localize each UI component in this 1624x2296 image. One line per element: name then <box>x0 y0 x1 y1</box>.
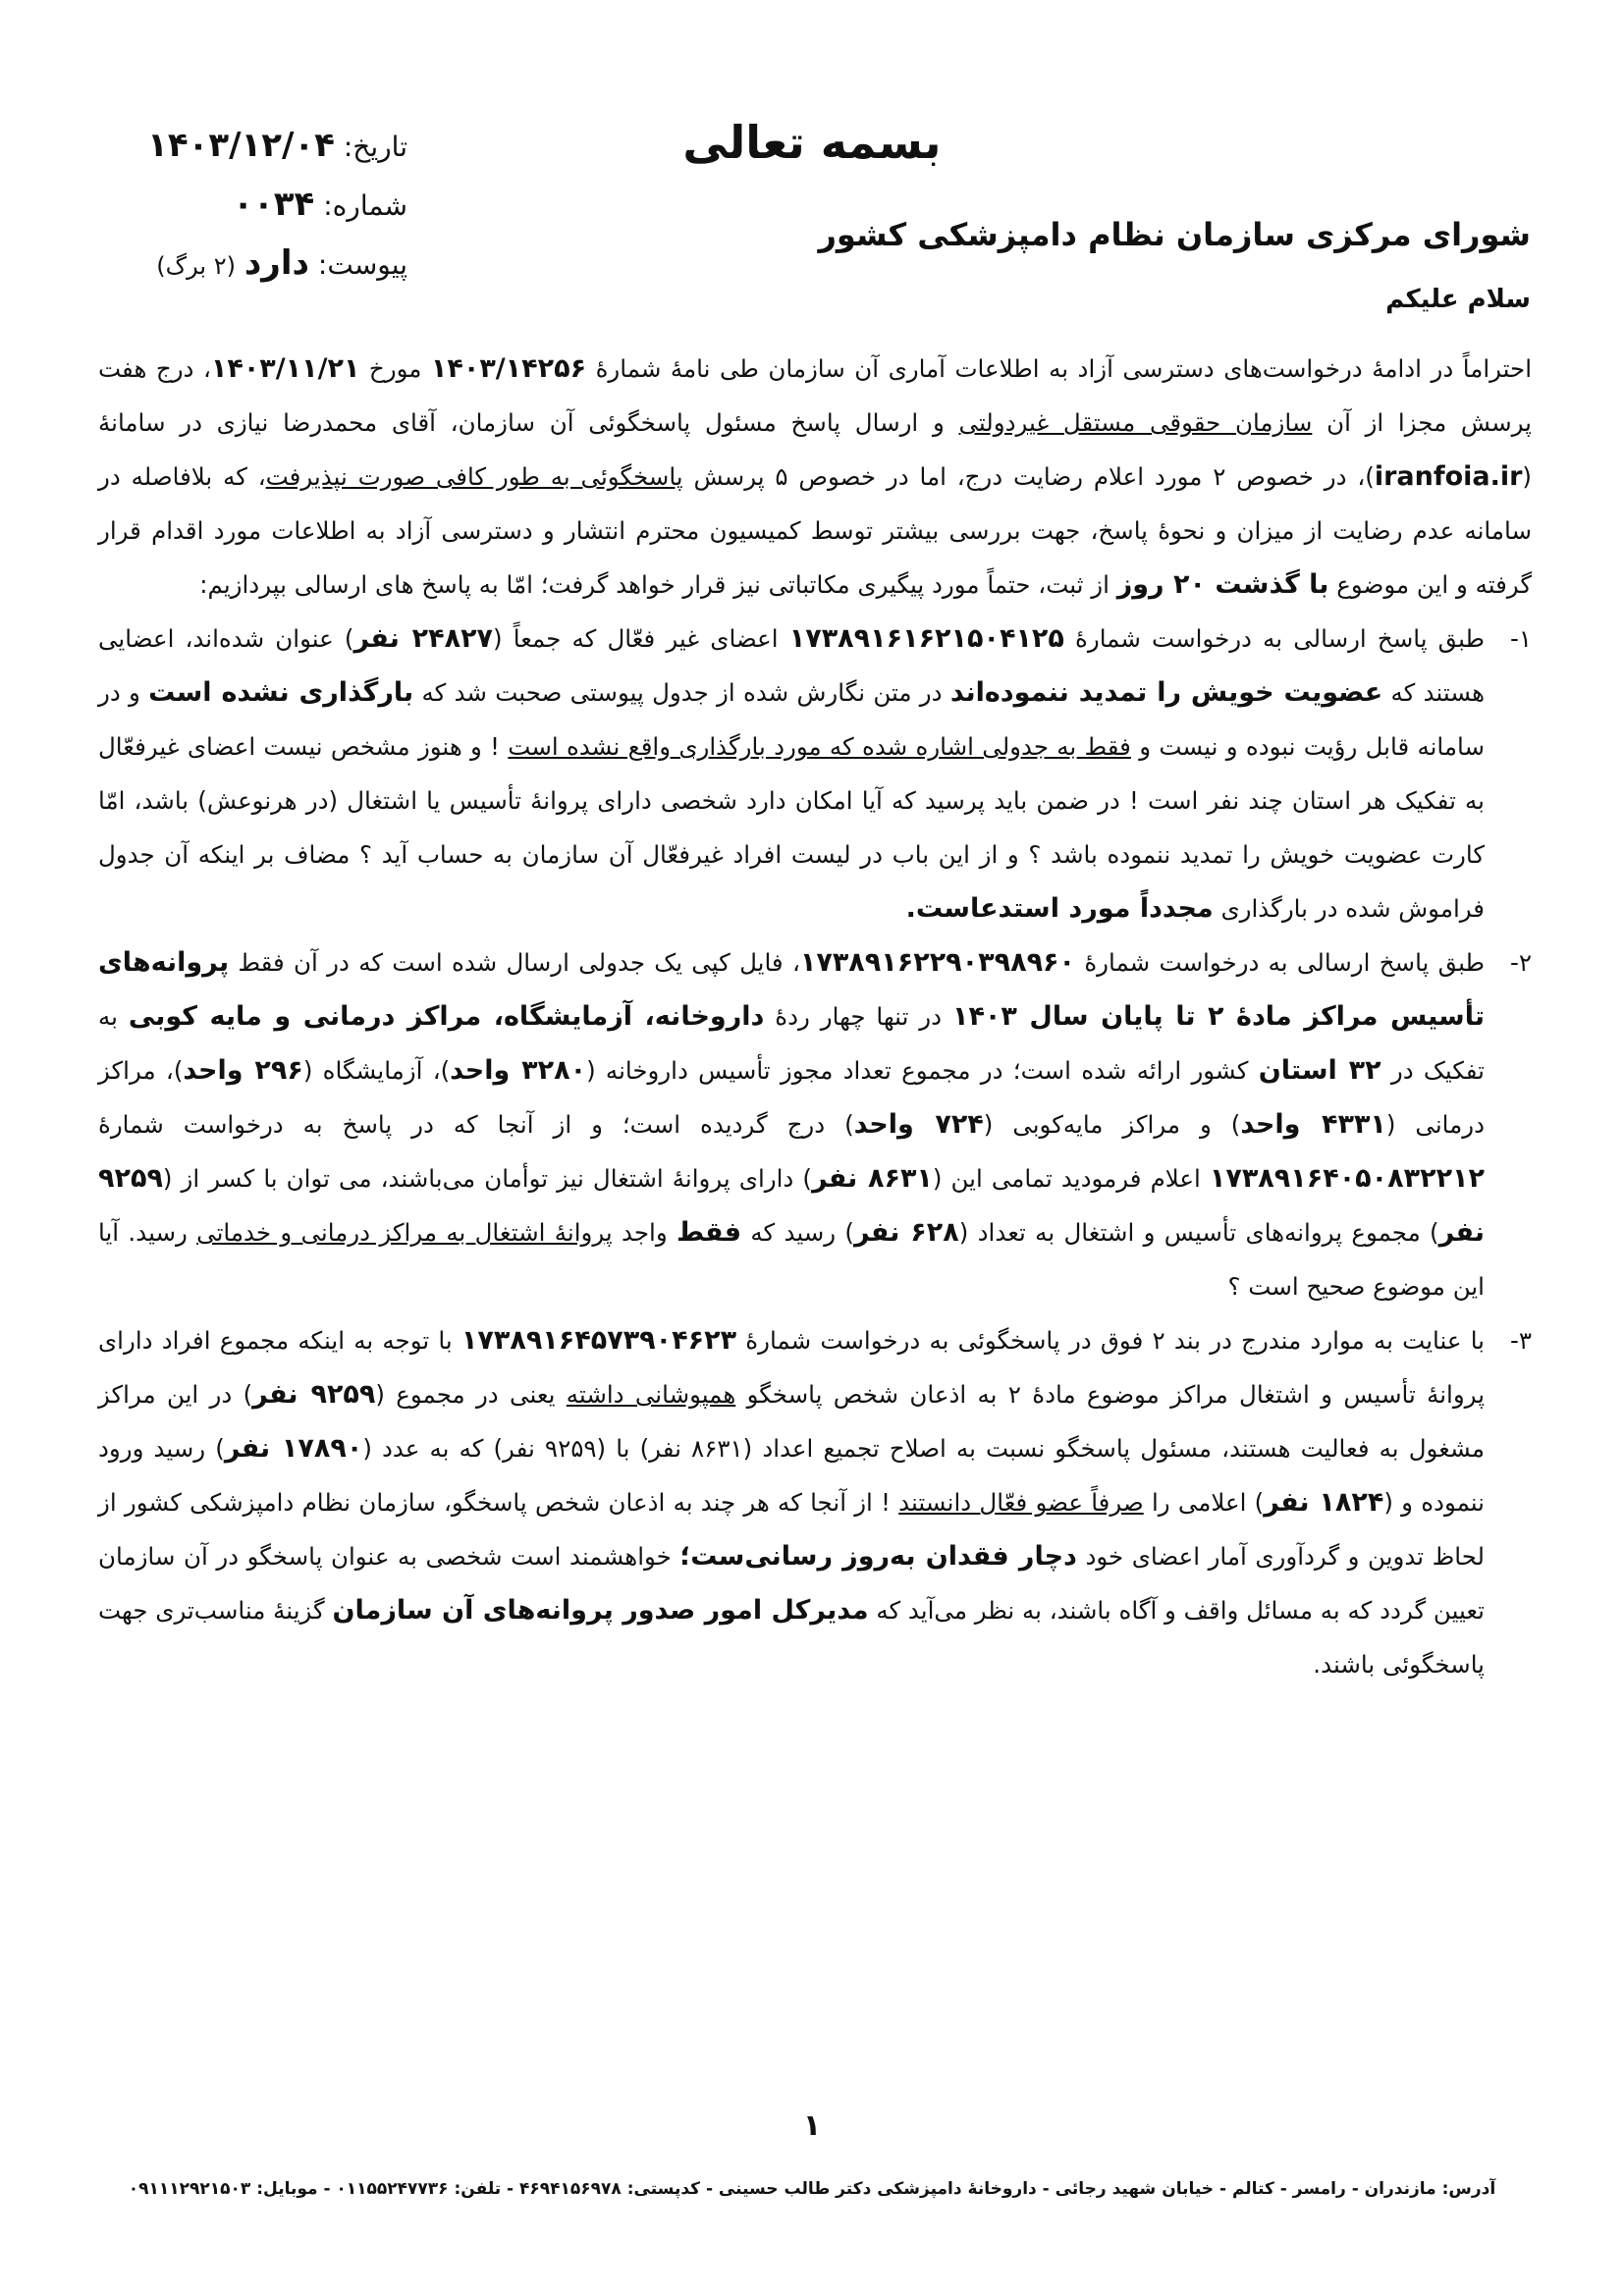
page-number: ۱ <box>802 2109 822 2143</box>
letter-body <box>98 342 1532 1691</box>
footer-address: آدرس: مازندران - رامسر - کتالم - خیابان شهید رجائی - داروخانهٔ دامپزشکی دکتر طالب حسینی - کدپستی: ۴۶۹۴۱۵۶۹۷۸ - تلفن: ۰۱۱۵۵۲۴۷۷۳۶ - موبایل: ۰۹۱۱۱۲۹۲۱۵۰۳ <box>128 2179 1496 2199</box>
item-text: با عنایت به موارد مندرج در بند ۲ فوق در پاسخگوئی به درخواست شمارهٔ ۱۷۳۸۹۱۶۴۵۷۳۹۰۴۶۲۳ با توجه به اینکه مجموع افراد دارای پروانهٔ تأسیس و اشتغال مراکز موضوع مادهٔ ۲ به اذعان شخص پاسخگو همپوشانی داشته یعنی در مجموع (۹۲۵۹ نفر) در این مراکز مشغول به فعالیت هستند، مسئول پاسخگو نسبت به اصلاح تجمیع اعداد (۸۶۳۱ نفر) با (۹۲۵۹ نفر) که به عدد (۱۷۸۹۰ نفر) رسید ورود ننموده و (۱۸۲۴ نفر) اعلامی را صرفاً عضو فعّال دانستند ! از آنجا که هر چند به اذعان شخص پاسخگو، سازمان نظام دامپزشکی کشور از لحاظ تدوین و گردآوری آمار اعضای خود دچار فقدان به‌روز رسانی‌ست؛ خواهشمند است شخصی به عنوان پاسخگو در آن سازمان تعیین گردد که به مسائل واقف و آگاه باشند، به نظر می‌آید که مدیرکل امور صدور پروانه‌های آن سازمان گزینهٔ مناسب‌تری جهت پاسخگوئی باشند. <box>98 1325 1486 1679</box>
attachment-note: (۲ برگ) <box>156 252 236 280</box>
letter-heading: بسمه تعالی <box>682 116 942 169</box>
attachment-line <box>93 243 407 283</box>
attachment-value: دارد <box>244 243 309 283</box>
list-item-1 <box>98 612 1532 935</box>
item-text: طبق پاسخ ارسالی به درخواست شمارهٔ ۱۷۳۸۹۱۶۱۶۲۱۵۰۴۱۲۵ اعضای غیر فعّال که جمعاً (۲۴۸۲۷ نفر) عنوان شده‌اند، اعضایی هستند که عضویت خویش را تمدید ننموده‌اند در متن نگارش شده از جدول پیوستی صحبت شد که بارگذاری نشده است و در سامانه قابل رؤیت نبوده و نیست و فقط به جدولی اشاره شده که مورد بارگذاری واقع نشده است ! و هنوز مشخص نیست اعضای غیرفعّال به تفکیک هر استان چند نفر است ! در ضمن باید پرسید که آیا امکان دارد شخصی دارای پروانهٔ تأسیس یا اشتغال (در هرنوعش) باشد، امّا کارت عضویت خویش را تمدید ننموده باشد ؟ و از این باب در لیست افراد غیرفعّال آن سازمان به حساب آید ؟ مضاف بر اینکه آن جدول فراموش شده در بارگذاری مجدداً مورد استدعاست. <box>98 623 1486 924</box>
date-value: ۱۴۰۳/۱۲/۰۴ <box>147 126 335 165</box>
item-number: ۳- <box>1509 1326 1532 1355</box>
item-number: ۲- <box>1509 948 1532 977</box>
number-line <box>93 185 407 224</box>
list-item-2 <box>98 935 1532 1313</box>
number-label: شماره: <box>323 189 407 222</box>
greeting: سلام علیکم <box>1385 285 1531 314</box>
intro-paragraph: احتراماً در ادامهٔ درخواست‌های دسترسی آزاد به اطلاعات آماری آن سازمان طی نامهٔ شمارهٔ ۱۴۰۳/۱۴۲۵۶ مورخ ۱۴۰۳/۱۱/۲۱، درج هفت پرسش مجزا از آن سازمان حقوقی مستقل غیردولتی و ارسال پاسخ مسئول پاسخگوئی آن سازمان، آقای محمدرضا نیازی در سامانهٔ (iranfoia.ir)، در خصوص ۲ مورد اعلام رضایت درج، اما در خصوص ۵ پرسش پاسخگوئی به طور کافی صورت نپذیرفت، که بلافاصله در سامانه عدم رضایت از میزان و نحوهٔ پاسخ، جهت بررسی بیشتر توسط کمیسیون محترم انتشار و دسترسی آزاد به اطلاعات مورد اقدام قرار گرفته و این موضوع با گذشت ۲۰ روز از ثبت، حتماً مورد پیگیری مکاتباتی نیز قرار خواهد گرفت؛ امّا به پاسخ های ارسالی بپردازیم: <box>98 353 1532 600</box>
item-text: طبق پاسخ ارسالی به درخواست شمارهٔ ۱۷۳۸۹۱۶۲۲۹۰۳۹۸۹۶۰، فایل کپی یک جدولی ارسال شده است که در آن فقط پروانه‌های تأسیس مراکز مادهٔ ۲ تا پایان سال ۱۴۰۳ در تنها چهار ردهٔ داروخانه، آزمایشگاه، مراکز درمانی و مایه کوبی به تفکیک در ۳۲ استان کشور ارائه شده است؛ در مجموع تعداد مجوز تأسیس داروخانه (۳۲۸۰ واحد)، آزمایشگاه (۲۹۶ واحد)، مراکز درمانی (۴۳۳۱ واحد) و مراکز مایه‌کوبی (۷۲۴ واحد) درج گردیده است؛ و از آنجا که در پاسخ به درخواست شمارهٔ ۱۷۳۸۹۱۶۴۰۵۰۸۳۲۲۱۲ اعلام فرمودید تمامی این (۸۶۳۱ نفر) دارای پروانهٔ اشتغال نیز توأمان می‌باشند، می توان با کسر از (۹۲۵۹ نفر) مجموع پروانه‌های تأسیس و اشتغال به تعداد (۶۲۸ نفر) رسید که فقط واجد پروانهٔ اشتغال به مراکز درمانی و خدماتی رسید. آیا این موضوع صحیح است ؟ <box>98 947 1486 1301</box>
date-line <box>93 126 407 165</box>
date-label: تاریخ: <box>343 131 407 163</box>
addressee: شورای مرکزی سازمان نظام دامپزشکی کشور <box>818 216 1531 253</box>
number-value: ۰۰۳۴ <box>233 185 315 224</box>
item-number: ۱- <box>1509 624 1532 653</box>
attachment-label: پیوست: <box>317 248 407 281</box>
list-item-3 <box>98 1313 1532 1691</box>
